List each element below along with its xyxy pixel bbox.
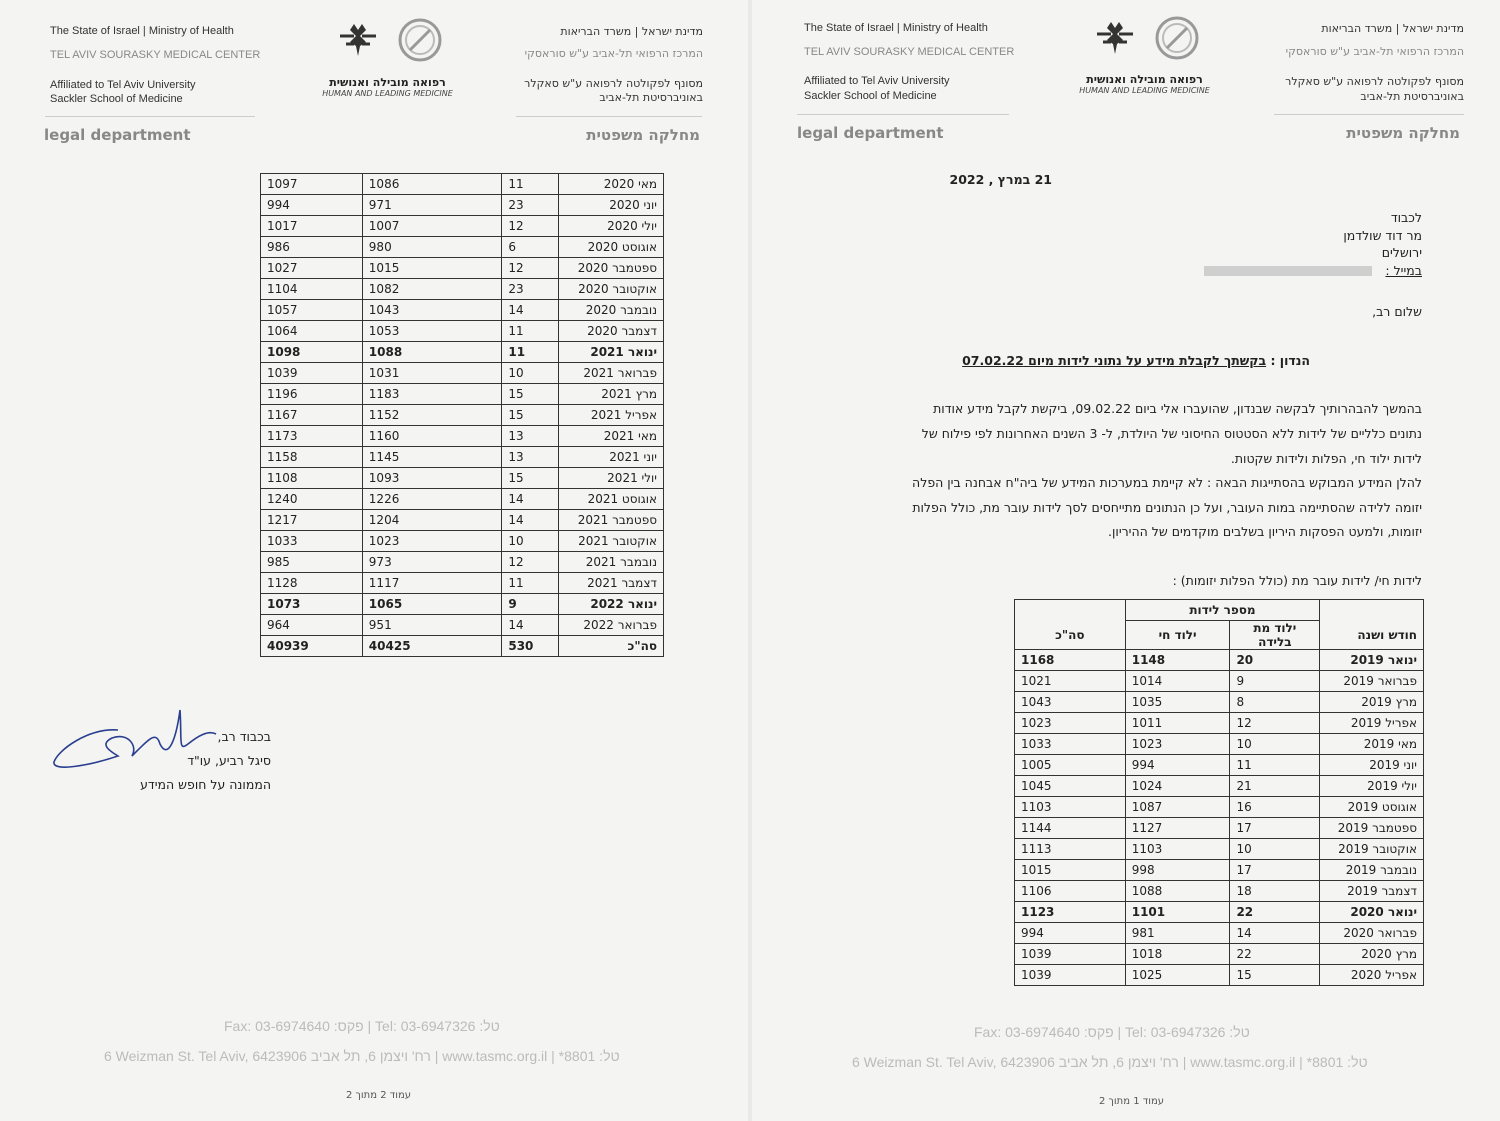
- dept-label-he: מחלקה משפטית: [586, 126, 700, 144]
- table-cell-liveborn: 1087: [1125, 797, 1230, 818]
- table-row: [261, 279, 664, 300]
- para2-line3: יזומות, ולמעט הפסקות היריון בשלבים מוקדמים של ההיריון.: [1108, 524, 1422, 539]
- table-cell-month: מאי 2021: [559, 426, 664, 447]
- table-cell-stillborn: 13: [502, 447, 559, 468]
- births-table-page2: [260, 173, 664, 657]
- table-cell-stillborn: 16: [1230, 797, 1320, 818]
- header-he-affiliation: מסונף לפקולטה לרפואה ע"ש סאקלר: [1285, 75, 1464, 88]
- header-en-school: Sackler School of Medicine: [804, 90, 937, 102]
- table-cell-stillborn: 14: [502, 510, 559, 531]
- table-cell-total: 1005: [1015, 755, 1126, 776]
- table-cell-total: 1023: [1015, 713, 1126, 734]
- header-he-university: באוניברסיטת תל-אביב: [599, 91, 703, 104]
- footer-address: 6 Weizman St. Tel Aviv, 6423906 רח' ויצמן 6, תל אביב | www.tasmc.org.il | *8801 :טל: [104, 1048, 620, 1064]
- table-cell-stillborn: 12: [502, 258, 559, 279]
- table-cell-liveborn: 994: [1125, 755, 1230, 776]
- table-cell-total: 1168: [1015, 650, 1126, 671]
- table-cell-liveborn: 1018: [1125, 944, 1230, 965]
- table-cell-total: 1158: [261, 447, 363, 468]
- header-en-center: TEL AVIV SOURASKY MEDICAL CENTER: [50, 49, 261, 61]
- table-cell-month: סה"כ: [559, 636, 664, 657]
- header-month-year: חודש ושנה: [1320, 621, 1424, 650]
- header-total: סה"כ: [1015, 621, 1126, 650]
- table-cell-liveborn: 1024: [1125, 776, 1230, 797]
- table-cell-total: 1039: [1015, 944, 1126, 965]
- header-he-ministry: מדינת ישראל | משרד הבריאות: [1321, 22, 1464, 35]
- table-cell-stillborn: 12: [1230, 713, 1320, 734]
- table-cell-month: אוקטובר 2021: [559, 531, 664, 552]
- table-cell-liveborn: 1103: [1125, 839, 1230, 860]
- table-cell-stillborn: 14: [502, 300, 559, 321]
- table-cell-month: מאי 2019: [1320, 734, 1424, 755]
- table-cell-liveborn: 981: [1125, 923, 1230, 944]
- subject-label: הנדון :: [1270, 353, 1310, 368]
- redacted-email: [1204, 266, 1372, 276]
- table-cell-month: אוגוסט 2020: [559, 237, 664, 258]
- para1-line3: לידות ילוד חי, הפלות ולידות שקטות.: [1230, 451, 1422, 466]
- table-cell-stillborn: 11: [502, 321, 559, 342]
- table-row: [1015, 734, 1424, 755]
- table-cell-liveborn: 1088: [362, 342, 502, 363]
- header-en-affiliation: Affiliated to Tel Aviv University: [804, 75, 950, 87]
- table-caption: לידות חי/ לידות עובר מת (כולל הפלות יזומות) :: [1172, 573, 1422, 588]
- table-cell-stillborn: 23: [502, 195, 559, 216]
- table-row: [1015, 818, 1424, 839]
- table-cell-liveborn: 973: [362, 552, 502, 573]
- table-cell-month: אוגוסט 2019: [1320, 797, 1424, 818]
- signature-icon: [48, 700, 218, 780]
- hospital-logo-icon: [1083, 14, 1203, 64]
- table-cell-total: 1103: [1015, 797, 1126, 818]
- table-cell-month: דצמבר 2020: [559, 321, 664, 342]
- table-cell-liveborn: 1031: [362, 363, 502, 384]
- footer-contact: Fax: 03-6974640 :פקס | Tel: 03-6947326 :טל: [974, 1024, 1250, 1040]
- table-cell-liveborn: 40425: [362, 636, 502, 657]
- table-cell-stillborn: 6: [502, 237, 559, 258]
- table-cell-stillborn: 15: [502, 405, 559, 426]
- table-cell-stillborn: 15: [502, 384, 559, 405]
- table-cell-month: אוקטובר 2020: [559, 279, 664, 300]
- recipient-city: ירושלים: [1381, 245, 1422, 260]
- logo-caption: [300, 76, 475, 98]
- table-cell-month: יולי 2020: [559, 216, 664, 237]
- header-birth-count: מספר לידות: [1125, 600, 1320, 621]
- signer-title: הממונה על חופש המידע: [140, 777, 271, 792]
- table-cell-liveborn: 1093: [362, 468, 502, 489]
- table-cell-month: דצמבר 2021: [559, 573, 664, 594]
- table-cell-total: 985: [261, 552, 363, 573]
- table-cell-total: 1167: [261, 405, 363, 426]
- table-cell-liveborn: 1043: [362, 300, 502, 321]
- table-cell-liveborn: 971: [362, 195, 502, 216]
- table-cell-total: 1039: [1015, 965, 1126, 986]
- table-cell-month: ספטמבר 2021: [559, 510, 664, 531]
- table-cell-stillborn: 17: [1230, 818, 1320, 839]
- footer-address: 6 Weizman St. Tel Aviv, 6423906 רח' ויצמן 6, תל אביב | www.tasmc.org.il | *8801 :טל: [852, 1054, 1368, 1070]
- table-cell-total: 1033: [261, 531, 363, 552]
- table-cell-liveborn: 1204: [362, 510, 502, 531]
- table-row: [261, 573, 664, 594]
- table-row: [261, 237, 664, 258]
- table-cell-liveborn: 1023: [362, 531, 502, 552]
- table-cell-total: 1123: [1015, 902, 1126, 923]
- table-cell-month: מרץ 2021: [559, 384, 664, 405]
- table-cell-liveborn: 1226: [362, 489, 502, 510]
- header-he-center: המרכז הרפואי תל-אביב ע"ש סוראסקי: [1285, 45, 1464, 58]
- para1-line1: בהמשך להבהרותיך לבקשה שבנדון, שהועברו אלי ביום 09.02.22, ביקשת לקבל מידע אודות: [933, 401, 1422, 416]
- document-page-1: [752, 0, 1500, 1121]
- page-number: עמוד 1 מתוך 2: [1099, 1096, 1164, 1107]
- table-cell-liveborn: 1148: [1125, 650, 1230, 671]
- header-en-ministry: The State of Israel | Ministry of Health: [804, 22, 988, 34]
- table-cell-stillborn: 14: [502, 615, 559, 636]
- table-row: [261, 258, 664, 279]
- header-he-center: המרכז הרפואי תל-אביב ע"ש סוראסקי: [524, 47, 703, 60]
- table-cell-liveborn: 1160: [362, 426, 502, 447]
- table-cell-liveborn: 1088: [1125, 881, 1230, 902]
- table-cell-total: 986: [261, 237, 363, 258]
- table-cell-liveborn: 951: [362, 615, 502, 636]
- subject-text: בקשתך לקבלת מידע על נתוני לידות מיום 07.02.22: [962, 353, 1267, 368]
- table-cell-stillborn: 9: [502, 594, 559, 615]
- table-cell-stillborn: 530: [502, 636, 559, 657]
- table-cell-total: 1106: [1015, 881, 1126, 902]
- table-cell-stillborn: 22: [1230, 944, 1320, 965]
- table-cell-month: ספטמבר 2019: [1320, 818, 1424, 839]
- table-cell-liveborn: 1145: [362, 447, 502, 468]
- table-cell-stillborn: 20: [1230, 650, 1320, 671]
- header-en-affiliation: Affiliated to Tel Aviv University: [50, 79, 196, 91]
- dept-label-en: legal department: [797, 124, 944, 142]
- table-cell-total: 1098: [261, 342, 363, 363]
- table-cell-liveborn: 1065: [362, 594, 502, 615]
- table-cell-liveborn: 1025: [1125, 965, 1230, 986]
- table-row: [1015, 881, 1424, 902]
- document-page-2: [0, 0, 748, 1121]
- table-row: [261, 174, 664, 195]
- table-cell-stillborn: 11: [502, 573, 559, 594]
- table-cell-liveborn: 1007: [362, 216, 502, 237]
- header-he-affiliation: מסונף לפקולטה לרפואה ע"ש סאקלר: [524, 77, 703, 90]
- table-cell-stillborn: 13: [502, 426, 559, 447]
- table-cell-month: ספטמבר 2020: [559, 258, 664, 279]
- table-cell-liveborn: 1015: [362, 258, 502, 279]
- table-cell-liveborn: 1035: [1125, 692, 1230, 713]
- table-cell-total: 1104: [261, 279, 363, 300]
- header-rule-right: [1274, 114, 1464, 115]
- footer-contact: Fax: 03-6974640 :פקס | Tel: 03-6947326 :טל: [224, 1018, 500, 1034]
- table-cell-liveborn: 1086: [362, 174, 502, 195]
- table-row: [261, 384, 664, 405]
- header-liveborn: ילוד חי: [1125, 621, 1230, 650]
- table-cell-stillborn: 8: [1230, 692, 1320, 713]
- table-cell-liveborn: 1117: [362, 573, 502, 594]
- table-row: [261, 363, 664, 384]
- table-cell-total: 1045: [1015, 776, 1126, 797]
- header-en-school: Sackler School of Medicine: [50, 93, 183, 105]
- header-rule-left: [797, 114, 1009, 115]
- table-cell-stillborn: 12: [502, 552, 559, 573]
- table-cell-total: 1073: [261, 594, 363, 615]
- table-row: [1015, 965, 1424, 986]
- table-row: [1015, 692, 1424, 713]
- table-cell-stillborn: 22: [1230, 902, 1320, 923]
- logo-caption-en: HUMAN AND LEADING MEDICINE: [1079, 86, 1210, 95]
- table-row: [261, 468, 664, 489]
- header-en-center: TEL AVIV SOURASKY MEDICAL CENTER: [804, 46, 1015, 58]
- table-cell-liveborn: 1183: [362, 384, 502, 405]
- table-cell-month: ינואר 2021: [559, 342, 664, 363]
- table-cell-liveborn: 1014: [1125, 671, 1230, 692]
- table-row: [261, 489, 664, 510]
- table-cell-month: יולי 2019: [1320, 776, 1424, 797]
- dept-label-en: legal department: [44, 126, 191, 144]
- table-cell-total: 40939: [261, 636, 363, 657]
- table-cell-liveborn: 1011: [1125, 713, 1230, 734]
- table-cell-month: מרץ 2020: [1320, 944, 1424, 965]
- table-cell-month: אוגוסט 2021: [559, 489, 664, 510]
- header-rule-right: [516, 116, 702, 117]
- table-cell-month: אפריל 2021: [559, 405, 664, 426]
- logo-caption-en: HUMAN AND LEADING MEDICINE: [322, 89, 453, 98]
- table-cell-month: ינואר 2019: [1320, 650, 1424, 671]
- table-cell-month: יוני 2021: [559, 447, 664, 468]
- table-row: [261, 216, 664, 237]
- table-cell-month: אפריל 2019: [1320, 713, 1424, 734]
- table-cell-stillborn: 10: [1230, 839, 1320, 860]
- table-cell-liveborn: 1101: [1125, 902, 1230, 923]
- table-cell-month: יולי 2021: [559, 468, 664, 489]
- signer-name: סיגל רביע, עו"ד: [187, 753, 271, 768]
- table-cell-total: 1021: [1015, 671, 1126, 692]
- table-row: [1015, 713, 1424, 734]
- greeting: שלום רב,: [1372, 304, 1422, 319]
- table-cell-liveborn: 980: [362, 237, 502, 258]
- para2-line2: יזומה ללידה שהסתיימה במות העובר, ועל כן הנתונים מתייחסים לסך לידות עובר מת, כולל הפלות: [912, 500, 1422, 515]
- table-cell-month: נובמבר 2019: [1320, 860, 1424, 881]
- header-he-ministry: מדינת ישראל | משרד הבריאות: [560, 25, 703, 38]
- table-cell-month: דצמבר 2019: [1320, 881, 1424, 902]
- header-rule-left: [45, 116, 255, 117]
- table-row: [261, 594, 664, 615]
- table-cell-total: 1097: [261, 174, 363, 195]
- table-cell-month: נובמבר 2020: [559, 300, 664, 321]
- table-row: [1015, 797, 1424, 818]
- table-cell-month: פברואר 2021: [559, 363, 664, 384]
- table-cell-liveborn: 1127: [1125, 818, 1230, 839]
- table-cell-stillborn: 21: [1230, 776, 1320, 797]
- table-cell-total: 994: [1015, 923, 1126, 944]
- table-cell-total: 994: [261, 195, 363, 216]
- table-cell-stillborn: 11: [502, 342, 559, 363]
- table-cell-stillborn: 14: [1230, 923, 1320, 944]
- table-cell-liveborn: 1152: [362, 405, 502, 426]
- table-cell-month: נובמבר 2021: [559, 552, 664, 573]
- table-cell-stillborn: 23: [502, 279, 559, 300]
- para2-line1: להלן המידע המבוקש בהסתייגות הבאה : לא קיימת במערכות המידע של ביה"ח אבחנה בין הפלה: [912, 475, 1422, 490]
- page-number: עמוד 2 מתוך 2: [346, 1090, 411, 1101]
- table-row: [261, 195, 664, 216]
- table-cell-month: פברואר 2020: [1320, 923, 1424, 944]
- table-cell-total: 1196: [261, 384, 363, 405]
- table-row: [1015, 776, 1424, 797]
- table-row: [261, 531, 664, 552]
- table-row: [1015, 923, 1424, 944]
- table-cell-total: 1217: [261, 510, 363, 531]
- header-en-ministry: The State of Israel | Ministry of Health: [50, 25, 234, 37]
- table-row: [1015, 902, 1424, 923]
- table-cell-stillborn: 14: [502, 489, 559, 510]
- table-row: [261, 321, 664, 342]
- table-cell-total: 1039: [261, 363, 363, 384]
- table-row: [261, 447, 664, 468]
- births-table-page1: [1014, 599, 1424, 986]
- table-cell-stillborn: 18: [1230, 881, 1320, 902]
- table-cell-stillborn: 17: [1230, 860, 1320, 881]
- table-row: [261, 552, 664, 573]
- table-cell-total: 1128: [261, 573, 363, 594]
- table-cell-total: 1027: [261, 258, 363, 279]
- table-row: [1015, 671, 1424, 692]
- table-cell-liveborn: 998: [1125, 860, 1230, 881]
- logo-caption: [1057, 73, 1232, 95]
- table-cell-month: ינואר 2022: [559, 594, 664, 615]
- table-row: [261, 426, 664, 447]
- recipient-to: לכבוד: [1390, 210, 1422, 225]
- logo-caption-he: רפואה מובילה ואנושית: [1086, 73, 1203, 86]
- table-cell-stillborn: 11: [1230, 755, 1320, 776]
- table-cell-stillborn: 10: [502, 363, 559, 384]
- table-cell-stillborn: 10: [502, 531, 559, 552]
- table-cell-total: 1144: [1015, 818, 1126, 839]
- table-cell-stillborn: 15: [502, 468, 559, 489]
- table-row: [261, 300, 664, 321]
- table-cell-total: 1043: [1015, 692, 1126, 713]
- hospital-logo-icon: [326, 16, 446, 66]
- table-cell-total: 1017: [261, 216, 363, 237]
- logo-caption-he: רפואה מובילה ואנושית: [329, 76, 446, 89]
- table-cell-month: יוני 2020: [559, 195, 664, 216]
- table-cell-month: מרץ 2019: [1320, 692, 1424, 713]
- table-row: [1015, 839, 1424, 860]
- header-he-university: באוניברסיטת תל-אביב: [1360, 90, 1464, 103]
- table-cell-total: 1064: [261, 321, 363, 342]
- recipient-email-label: במייל :: [1385, 263, 1422, 278]
- table-cell-stillborn: 15: [1230, 965, 1320, 986]
- table-cell-month: אפריל 2020: [1320, 965, 1424, 986]
- table-cell-total: 1057: [261, 300, 363, 321]
- table-cell-total: 1240: [261, 489, 363, 510]
- table-cell-month: פברואר 2019: [1320, 671, 1424, 692]
- table-cell-total: 1173: [261, 426, 363, 447]
- table-cell-month: מאי 2020: [559, 174, 664, 195]
- table-row: [1015, 860, 1424, 881]
- table-row: [261, 342, 664, 363]
- recipient-name: מר דוד שולדמן: [1343, 228, 1422, 243]
- para1-line2: נתונים כלליים של לידות ללא הסטטוס החיסוני של היולדת, ל- 3 השנים האחרונות לפי פילוח של: [921, 426, 1422, 441]
- table-cell-total: 1015: [1015, 860, 1126, 881]
- table-cell-liveborn: 1023: [1125, 734, 1230, 755]
- letter-date: 21 במרץ , 2022: [949, 172, 1052, 187]
- table-cell-liveborn: 1082: [362, 279, 502, 300]
- table-row: [261, 615, 664, 636]
- table-row: [1015, 944, 1424, 965]
- table-cell-liveborn: 1053: [362, 321, 502, 342]
- table-cell-stillborn: 11: [502, 174, 559, 195]
- table-row: [1015, 650, 1424, 671]
- table-cell-month: אוקטובר 2019: [1320, 839, 1424, 860]
- table-cell-total: 964: [261, 615, 363, 636]
- table-row: [261, 405, 664, 426]
- table-row: [1015, 755, 1424, 776]
- table-row: [261, 510, 664, 531]
- table-cell-month: פברואר 2022: [559, 615, 664, 636]
- header-stillborn: ילוד מת בלידה: [1230, 621, 1320, 650]
- subject-line: [962, 353, 1310, 368]
- table-row: [261, 636, 664, 657]
- table-cell-stillborn: 10: [1230, 734, 1320, 755]
- table-cell-total: 1108: [261, 468, 363, 489]
- table-cell-total: 1113: [1015, 839, 1126, 860]
- table-cell-stillborn: 9: [1230, 671, 1320, 692]
- table-cell-month: ינואר 2020: [1320, 902, 1424, 923]
- table-cell-stillborn: 12: [502, 216, 559, 237]
- closing-regards: בכבוד רב,: [217, 729, 271, 744]
- table-cell-total: 1033: [1015, 734, 1126, 755]
- dept-label-he: מחלקה משפטית: [1346, 124, 1460, 142]
- table-cell-month: יוני 2019: [1320, 755, 1424, 776]
